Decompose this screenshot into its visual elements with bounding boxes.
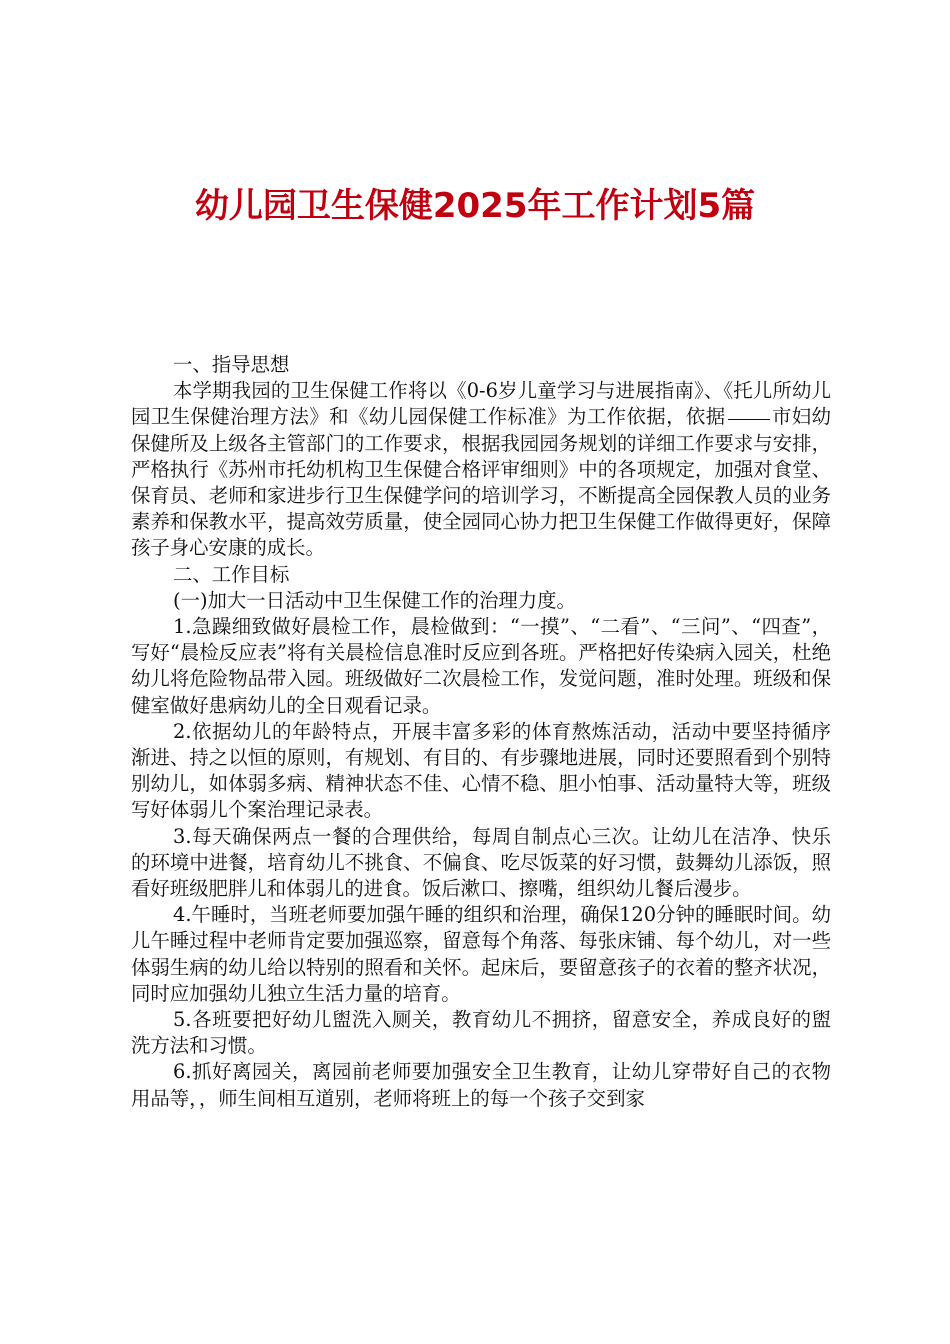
paragraph-text: 本学期我园的卫生保健工作将以《0-6岁儿童学习与进展指南》、《托儿所幼儿园卫生保健治理方法》和《幼儿园保健工作标准》为工作依据，依据 [131,379,831,429]
paragraph-guiding-thought [131,378,831,561]
list-item-3: 3.每天确保两点一餐的合理供给，每周自制点心三次。让幼儿在洁净、快乐的环境中进餐，培育幼儿不挑食、不偏食、吃尽饭菜的好习惯，鼓舞幼儿添饭，照看好班级肥胖儿和体弱儿的进食。饭后漱口、擦嘴，组织幼儿餐后漫步。 [131,824,831,901]
subsection-heading: (一)加大一日活动中卫生保健工作的治理力度。 [173,588,576,612]
fill-in-blank [728,419,770,420]
list-item-4: 4.午睡时，当班老师要加强午睡的组织和治理，确保120分钟的睡眠时间。幼儿午睡过程中老师肯定要加强巡察，留意每个角落、每张床铺、每个幼儿，对一些体弱生病的幼儿给以特别的照看和关怀。起床后，要留意孩子的衣着的整齐状况，同时应加强幼儿独立生活力量的培育。 [131,903,831,1005]
list-item-1: 1.急躁细致做好晨检工作，晨检做到：“一摸”、“二看”、“三问”、“四查”，写好“晨检反应表”将有关晨检信息准时反应到各班。严格把好传染病入园关，杜绝幼儿将危险物品带入园。班级做好二次晨检工作，发觉问题，准时处理。班级和保健室做好患病幼儿的全日观看记录。 [131,615,831,717]
document-title: 幼儿园卫生保健2025年工作计划5篇 [194,186,756,226]
document-body [131,352,831,1112]
paragraph-text: 市妇幼保健所及上级各主管部门的工作要求，根据我园园务规划的详细工作要求与安排，严格执行《苏州市托幼机构卫生保健合格评审细则》中的各项规定，加强对食堂、保育员、老师和家进步行卫生保健学问的培训学习，不断提高全园保教人员的业务素养和保教水平，提高效劳质量，使全园同心协力把卫生保健工作做得更好，保障孩子身心安康的成长。 [131,405,832,560]
section-heading-work-goals: 二、工作目标 [173,562,290,586]
list-item-2: 2.依据幼儿的年龄特点，开展丰富多彩的体育熬炼活动，活动中要坚持循序渐进、持之以恒的原则，有规划、有目的、有步骤地进展，同时还要照看到个别特别幼儿，如体弱多病、精神状态不佳、心情不稳、胆小怕事、活动量特大等，班级写好体弱儿个案治理记录表。 [131,719,831,822]
list-item-5: 5.各班要把好幼儿盥洗入厕关，教育幼儿不拥挤，留意安全，养成良好的盥洗方法和习惯。 [131,1008,831,1058]
list-item-6: 6.抓好离园关，离园前老师要加强安全卫生教育，让幼儿穿带好自己的衣物用品等，，师生间相互道别，老师将班上的每一个孩子交到家 [131,1060,831,1110]
section-heading-guiding-thought: 一、指导思想 [173,353,290,376]
